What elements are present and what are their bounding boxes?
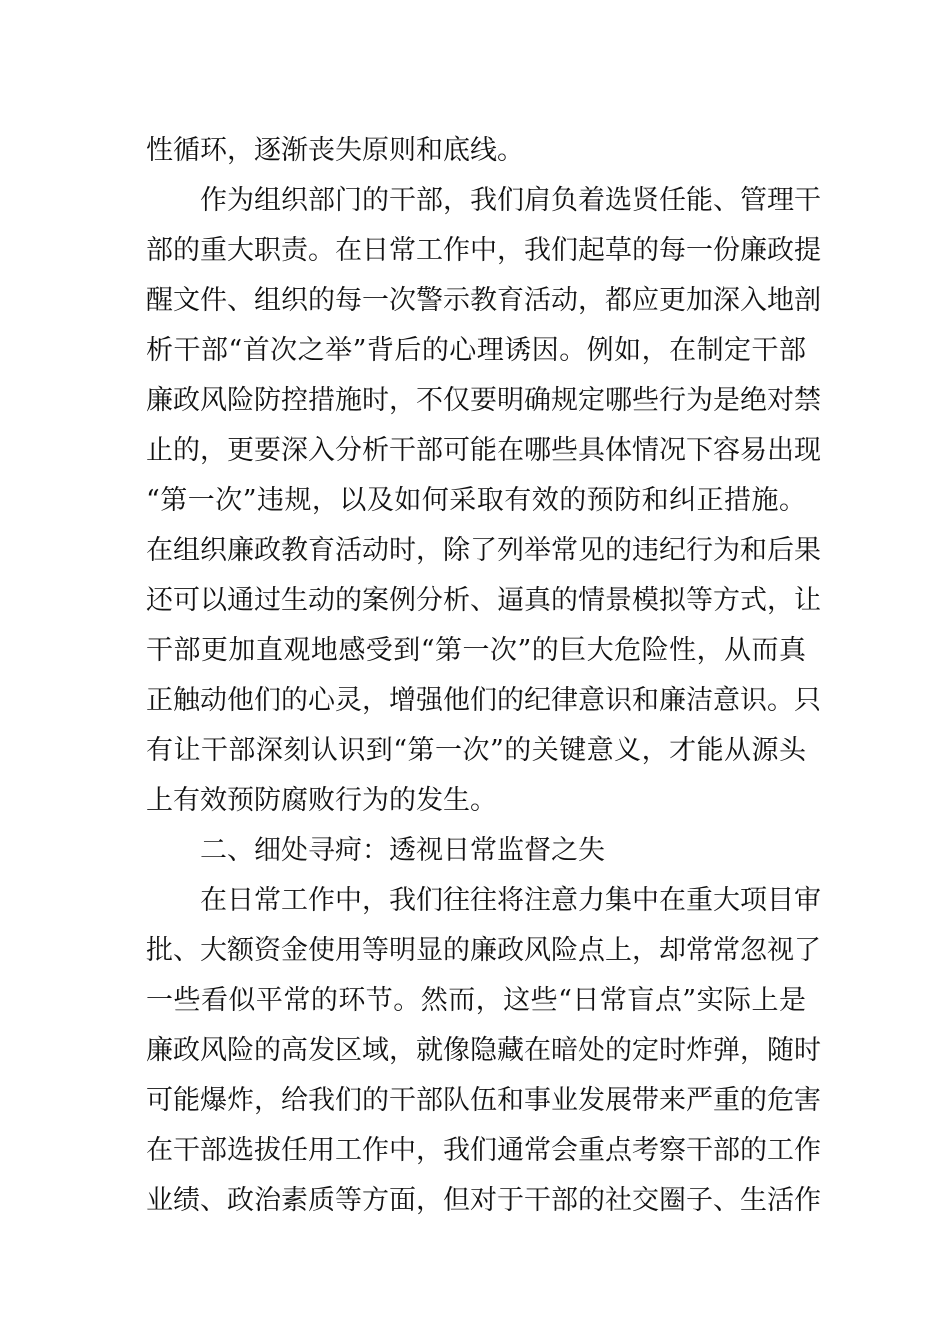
text-line: 干部更加直观地感受到“第一次”的巨大危险性，从而真 bbox=[146, 635, 806, 666]
text-line: 在组织廉政教育活动时，除了列举常见的违纪行为和后果 bbox=[146, 535, 821, 566]
text-line: 部的重大职责。在日常工作中，我们起草的每一份廉政提 bbox=[146, 235, 821, 266]
text-line: 批、大额资金使用等明显的廉政风险点上，却常常忽视了 bbox=[146, 935, 821, 966]
text-line: 一些看似平常的环节。然而，这些“日常盲点”实际上是 bbox=[146, 985, 806, 1016]
text-line: 业绩、政治素质等方面，但对于干部的社交圈子、生活作 bbox=[146, 1185, 821, 1216]
text-line: 醒文件、组织的每一次警示教育活动，都应更加深入地剖 bbox=[146, 285, 821, 316]
text-line: 可能爆炸，给我们的干部队伍和事业发展带来严重的危害 bbox=[146, 1085, 821, 1116]
text-line: 在干部选拔任用工作中，我们通常会重点考察干部的工作 bbox=[146, 1135, 821, 1166]
text-line: 上有效预防腐败行为的发生。 bbox=[146, 785, 497, 816]
text-line: 廉政风险防控措施时，不仅要明确规定哪些行为是绝对禁 bbox=[146, 385, 821, 416]
text-line: 性循环，逐渐丧失原则和底线。 bbox=[146, 135, 524, 166]
text-line: 有让干部深刻认识到“第一次”的关键意义，才能从源头 bbox=[146, 735, 806, 766]
text-line: 析干部“首次之举”背后的心理诱因。例如，在制定干部 bbox=[146, 335, 806, 366]
paragraph-first-line: 在日常工作中，我们往往将注意力集中在重大项目审 bbox=[200, 885, 821, 916]
text-line: 正触动他们的心灵，增强他们的纪律意识和廉洁意识。只 bbox=[146, 685, 821, 716]
text-line: 还可以通过生动的案例分析、逼真的情景模拟等方式，让 bbox=[146, 585, 821, 616]
section-heading: 二、细处寻疴：透视日常监督之失 bbox=[200, 835, 605, 866]
text-line: 廉政风险的高发区域，就像隐藏在暗处的定时炸弹，随时 bbox=[146, 1035, 821, 1066]
text-line: 止的，更要深入分析干部可能在哪些具体情况下容易出现 bbox=[146, 435, 821, 466]
paragraph-first-line: 作为组织部门的干部，我们肩负着选贤任能、管理干 bbox=[200, 185, 821, 216]
text-line: “第一次”违规，以及如何采取有效的预防和纠正措施。 bbox=[146, 485, 806, 516]
